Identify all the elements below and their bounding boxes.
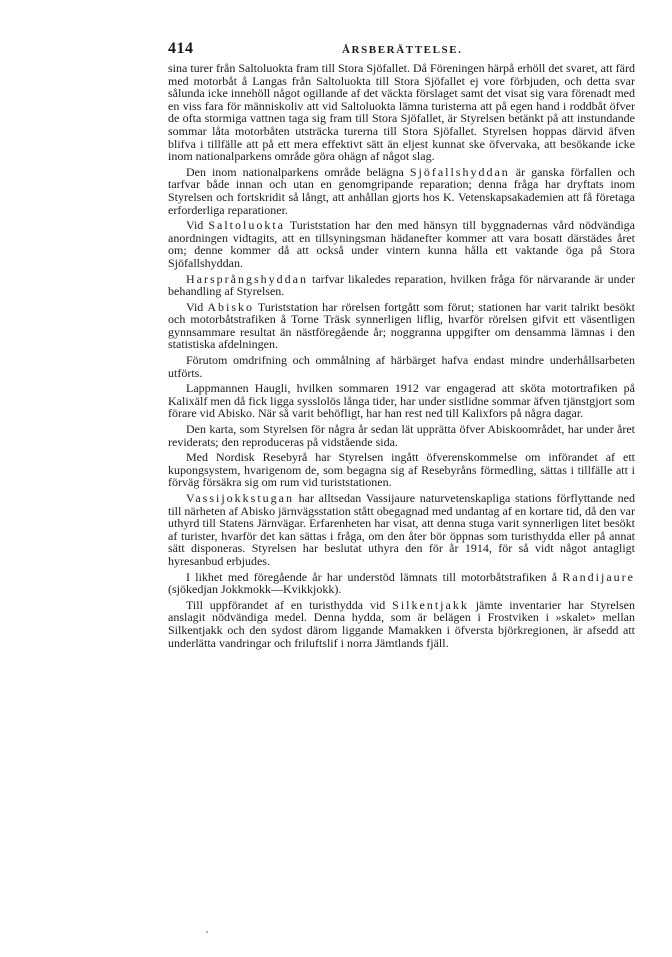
paragraph xyxy=(168,571,635,596)
paragraph-text: Den inom nationalparkens område belägna xyxy=(186,164,410,179)
paragraph xyxy=(168,354,635,379)
paragraph xyxy=(168,451,635,489)
paragraph-text: tarfvar likaledes reparation, hvilken fråga för närvarande är under behandling af Styrelsen. xyxy=(168,271,635,299)
paragraph-text: Vid xyxy=(186,218,209,233)
paragraph-text: sina turer från Saltoluokta fram till Stora Sjöfallet. Då Föreningen härpå erhöll det svaret, att färd med motorbåt å Langas från Saltoluokta till Stora Sjöfallet ej vore förbjuden, och detta svar sålunda icke innehöll något ogillande af det väckta förslaget samt det visat sig vara förenadt med en viss fara för människoliv att vid Saltoluokta lämna turisterna att på egen hand i roddbåt öfver de ofta stormiga vattnen taga sig fram till Stora Sjöfallet, är Styrelsen betänkt på att instundande sommar låta motorbåten utsträcka turerna till Stora Sjöfallet. Styrelsen hoppas därvid äfven blifva i tillfälle att på ett mera effektivt sätt än eljest kunnat ske öfvervaka, att besökande icke inom nationalparkens område göra ohägn af något slag. xyxy=(168,61,635,164)
paragraph-text: är ganska förfallen och tarfvar både innan och utan en genomgripande reparation; denna fråga har dryftats inom Styrelsen och fortskridit så långt, att anhållan gjorts hos K. Vetenskapsakademien att få företaga erforderliga reparationer. xyxy=(168,164,635,217)
paragraph-text: Lappmannen Haugli, hvilken sommaren 1912 var engagerad att sköta motortrafiken på Kalixälf men då fick ligga sysslolös långa tider, har under sistlidne sommar äfven tjänstgjort som förare vid Abisko. När så varit behöfligt, har han rest ned till Kalixfors på några dagar. xyxy=(168,381,635,421)
spaced-name: Saltoluokta xyxy=(208,218,285,233)
spaced-name: Silkentjakk xyxy=(392,597,469,612)
paragraph-text: Turiststation har den med hänsyn till byggnadernas vård nödvändiga anordningen vidtagits, att en tillsyningsman hädanefter kommer att vara bosatt därstädes året om; denne kommer då att också under vintern kunna hålla ett vaktande öga på Stora Sjöfallshyddan. xyxy=(168,218,635,270)
paragraph-text: Turiststation har rörelsen fortgått som förut; stationen har varit talrikt besökt och motorbåtstrafiken å Torne Träsk synnerligen liflig, hvarför rörelsen gifvit ett väsentligen gynnsammare resultat än nästföregående år; noggranna uppgifter om densamma lämnas i den statistiska afdelningen. xyxy=(168,299,636,352)
spaced-name: Harsprångshyddan xyxy=(186,271,308,286)
spaced-name: Randijaure xyxy=(562,569,635,584)
spaced-name: Sjöfallshyddan xyxy=(409,164,510,179)
paragraph-text: Förutom omdrifning och ommålning af härbärget hafva endast mindre underhållsarbeten utförts. xyxy=(168,353,635,380)
page-number: 414 xyxy=(168,40,194,57)
paragraph xyxy=(168,599,635,649)
paragraph-text: Till uppförandet af en turisthydda vid xyxy=(186,597,393,612)
spaced-name: Abisko xyxy=(207,299,254,314)
body-text xyxy=(168,62,635,652)
paragraph xyxy=(168,166,635,216)
paragraph xyxy=(168,219,635,269)
scan-speck xyxy=(206,931,208,933)
paragraph xyxy=(168,492,635,568)
paragraph xyxy=(168,62,635,163)
paragraph-text: jämte inventarier har Styrelsen anslagit nödvändiga medel. Denna hydda, som är belägen i Frostviken i »skalet» mellan Silkentjakk och den sydost därom liggande Mamakken i öfversta björkregionen, är afsedd att underlätta vandringar och friluftslif i norra Jämtlands fjäll. xyxy=(168,597,635,650)
paragraph-text: Med Nordisk Resebyrå har Styrelsen ingått öfverenskommelse om införandet af ett kupongsystem, hvarigenom de, som begagna sig af Resebyråns förmedling, sättas i tillfälle att i förväg försäkra sig om rum vid turiststationen. xyxy=(168,450,635,490)
paragraph-text: Vid xyxy=(186,299,208,314)
paragraph xyxy=(168,423,635,448)
paragraph-text: I likhet med föregående år har understöd lämnats till motorbåtstrafiken å xyxy=(186,569,563,584)
paragraph xyxy=(168,301,635,351)
paragraph xyxy=(168,382,635,420)
paragraph xyxy=(168,273,635,298)
running-title: ÅRSBERÄTTELSE. xyxy=(342,44,463,56)
paragraph-text: (sjökedjan Jokkmokk—Kvikkjokk). xyxy=(168,582,342,597)
spaced-name: Vassijokkstugan xyxy=(186,491,294,505)
paragraph-text: har alltsedan Vassijaure naturvetenskapliga stations förflyttande ned till närheten af Abisko järnvägsstation stått obegagnad med undantag af en kortare tid, då den var uthyrd till Statens Järnvägar. Erfarenheten har visat, att denna stuga varit synnerligen litet besökt af turister, hvarför det kan sättas i fråga, om den åter bör öppnas som turisthydda eller på annat sätt disponeras. Styrelsen har beslutat uthyra den för år 1914, för så vidt något antagligt hyresanbud erbjudes. xyxy=(168,491,635,568)
page-header xyxy=(168,40,635,62)
paragraph-text: Den karta, som Styrelsen för några år sedan lät upprätta öfver Abiskoområdet, har under året reviderats; den reproduceras på vidstående sida. xyxy=(168,422,635,449)
